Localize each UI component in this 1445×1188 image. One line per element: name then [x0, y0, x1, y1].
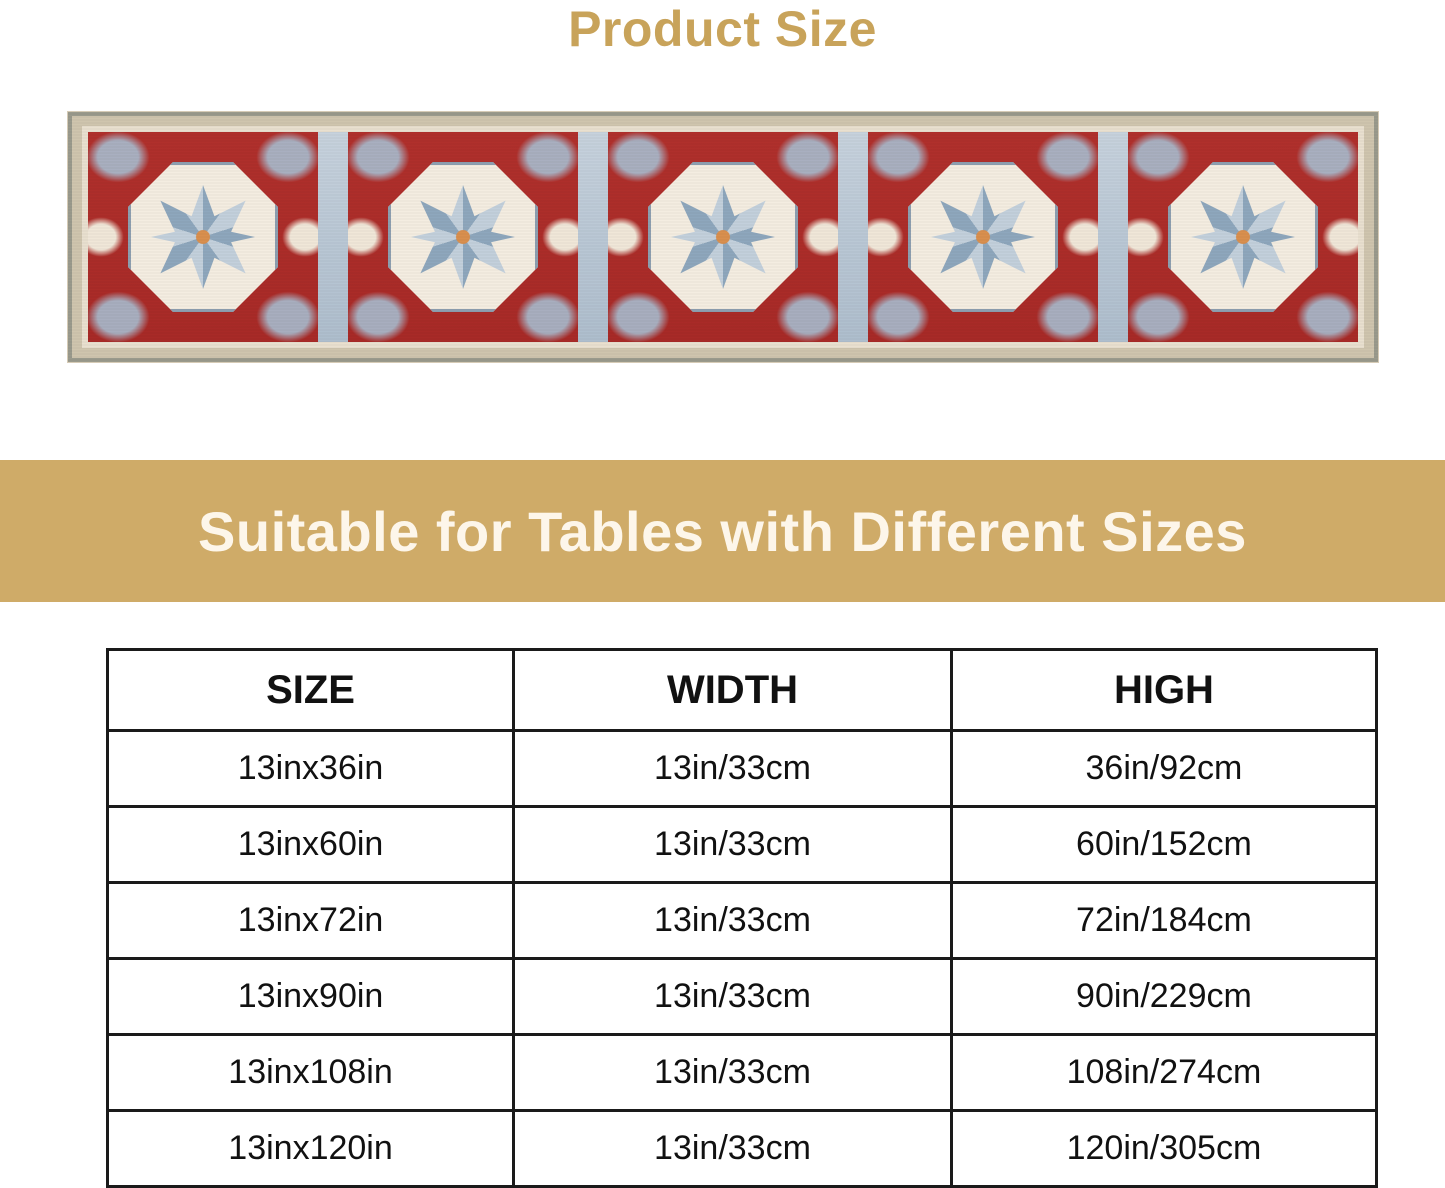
- table-row: [108, 1035, 1377, 1111]
- column-header-width: WIDTH: [514, 650, 952, 731]
- cell-size: 13inx90in: [108, 959, 514, 1035]
- ornament-icon: [88, 132, 154, 186]
- table-row: [108, 731, 1377, 807]
- leaf-icon: [88, 217, 124, 257]
- leaf-icon: [802, 217, 838, 257]
- leaf-icon: [1128, 217, 1164, 257]
- table-runner-graphic: [68, 112, 1378, 362]
- cell-high: 108in/274cm: [951, 1035, 1376, 1111]
- cell-size: 13inx36in: [108, 731, 514, 807]
- table-row: [108, 883, 1377, 959]
- ornament-icon: [252, 288, 318, 342]
- cell-width: 13in/33cm: [514, 959, 952, 1035]
- leaf-icon: [282, 217, 318, 257]
- ornament-icon: [868, 288, 934, 342]
- ornament-icon: [608, 288, 674, 342]
- runner-field: [88, 132, 1358, 342]
- runner-medallion-panel: [348, 132, 578, 342]
- ornament-icon: [608, 132, 674, 186]
- leaf-icon: [1062, 217, 1098, 257]
- leaf-icon: [868, 217, 904, 257]
- ornament-icon: [1292, 132, 1358, 186]
- ornament-icon: [1128, 132, 1194, 186]
- table-row: [108, 1111, 1377, 1187]
- cell-size: 13inx108in: [108, 1035, 514, 1111]
- runner-medallion-panel: [1128, 132, 1358, 342]
- runner-medallion-panel: [608, 132, 838, 342]
- banner-text: Suitable for Tables with Different Sizes: [198, 499, 1247, 563]
- ornament-icon: [1032, 132, 1098, 186]
- cell-width: 13in/33cm: [514, 1111, 952, 1187]
- ornament-icon: [868, 132, 934, 186]
- ornament-icon: [772, 132, 838, 186]
- page-title: Product Size: [568, 1, 877, 57]
- table-row: [108, 807, 1377, 883]
- cell-size: 13inx72in: [108, 883, 514, 959]
- ornament-icon: [348, 132, 414, 186]
- column-header-size: SIZE: [108, 650, 514, 731]
- ornament-icon: [348, 288, 414, 342]
- size-table-container: [106, 648, 1378, 1188]
- leaf-icon: [1322, 217, 1358, 257]
- leaf-icon: [542, 217, 578, 257]
- cell-high: 90in/229cm: [951, 959, 1376, 1035]
- table-row: [108, 959, 1377, 1035]
- runner-divider: [838, 132, 868, 342]
- ornament-icon: [1032, 288, 1098, 342]
- leaf-icon: [348, 217, 384, 257]
- cell-size: 13inx120in: [108, 1111, 514, 1187]
- runner-medallion-panel: [88, 132, 318, 342]
- banner: [0, 460, 1445, 602]
- cell-high: 72in/184cm: [951, 883, 1376, 959]
- ornament-icon: [252, 132, 318, 186]
- product-image: [68, 112, 1378, 362]
- cell-size: 13inx60in: [108, 807, 514, 883]
- ornament-icon: [1128, 288, 1194, 342]
- cell-width: 13in/33cm: [514, 731, 952, 807]
- runner-medallion-panel: [868, 132, 1098, 342]
- column-header-high: HIGH: [951, 650, 1376, 731]
- table-header-row: [108, 650, 1377, 731]
- cell-width: 13in/33cm: [514, 883, 952, 959]
- cell-high: 60in/152cm: [951, 807, 1376, 883]
- leaf-icon: [608, 217, 644, 257]
- ornament-icon: [88, 288, 154, 342]
- runner-divider: [318, 132, 348, 342]
- ornament-icon: [1292, 288, 1358, 342]
- cell-width: 13in/33cm: [514, 1035, 952, 1111]
- cell-width: 13in/33cm: [514, 807, 952, 883]
- runner-divider: [1098, 132, 1128, 342]
- cell-high: 120in/305cm: [951, 1111, 1376, 1187]
- ornament-icon: [512, 132, 578, 186]
- ornament-icon: [512, 288, 578, 342]
- ornament-icon: [772, 288, 838, 342]
- cell-high: 36in/92cm: [951, 731, 1376, 807]
- size-table: [106, 648, 1378, 1188]
- runner-divider: [578, 132, 608, 342]
- runner-medallion-row: [88, 132, 1358, 342]
